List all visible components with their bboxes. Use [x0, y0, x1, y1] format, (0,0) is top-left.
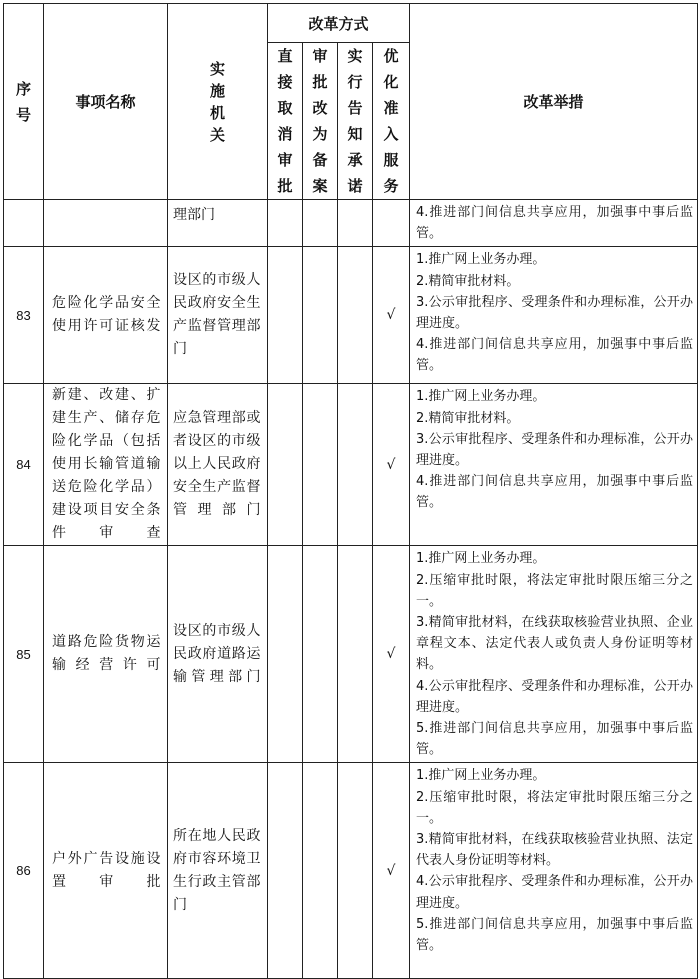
row-measures — [410, 247, 698, 384]
header-mode-4: 优 化 准 入 服 务 — [373, 43, 410, 200]
header-measures: 改革举措 — [410, 4, 698, 200]
measure-item: 2.精简审批材料。 — [416, 410, 520, 426]
measure-item: 1.推广网上业务办理。 — [416, 252, 546, 268]
table-row — [4, 546, 698, 763]
measure-item: 2.压缩审批时限，将法定审批时限压缩三分之一。 — [416, 789, 694, 826]
row-seq: 84 — [4, 384, 44, 546]
row-mode-notify — [338, 384, 373, 546]
row-agency: 设区的市级人民政府道路运输管理部门 — [168, 546, 268, 763]
row-mode-optimize-check: √ — [373, 384, 410, 546]
row-measures — [410, 384, 698, 546]
table-row — [4, 384, 698, 546]
measure-item: 3.精简审批材料，在线获取核验营业执照、企业章程文本、法定代表人或负责人身份证明等材料。 — [416, 615, 694, 673]
row-mode-cancel — [268, 763, 303, 979]
row-measures — [410, 546, 698, 763]
measure-item: 3.公示审批程序、受理条件和办理标准，公开办理进度。 — [416, 294, 694, 332]
measure-item: 4.公示审批程序、受理条件和办理标准，公开办理进度。 — [416, 874, 694, 911]
measure-item: 2.精简审批材料。 — [416, 273, 520, 289]
row-item-name: 危险化学品安全使用许可证核发 — [44, 247, 168, 384]
row-item-name: 新建、改建、扩建生产、储存危险化学品（包括使用长输管道输送危险化学品）建设项目安全条件审查 — [44, 384, 168, 546]
cont-name — [44, 200, 168, 247]
row-mode-cancel — [268, 546, 303, 763]
header-mode-3: 实 行 告 知 承 诺 — [338, 43, 373, 200]
row-mode-optimize-check: √ — [373, 546, 410, 763]
row-mode-filing — [303, 763, 338, 979]
measure-item: 3.公示审批程序、受理条件和办理标准，公开办理进度。 — [416, 431, 694, 469]
measure-item: 4.公示审批程序、受理条件和办理标准，公开办理进度。 — [416, 678, 694, 715]
row-seq: 85 — [4, 546, 44, 763]
measure-item: 1.推广网上业务办理。 — [416, 389, 546, 405]
row-agency: 应急管理部或者设区的市级以上人民政府安全生产监督管理部门 — [168, 384, 268, 546]
measure-item: 1.推广网上业务办理。 — [416, 768, 546, 784]
row-mode-optimize-check: √ — [373, 763, 410, 979]
measure-item: 4.推进部门间信息共享应用，加强事中事后监管。 — [416, 337, 694, 374]
row-seq: 86 — [4, 763, 44, 979]
row-mode-filing — [303, 384, 338, 546]
measure-item: 4.推进部门间信息共享应用，加强事中事后监管。 — [416, 474, 694, 511]
measure-item: 5.推进部门间信息共享应用，加强事中事后监管。 — [416, 721, 694, 758]
row-agency: 所在地人民政府市容环境卫生行政主管部门 — [168, 763, 268, 979]
cont-measures: 4.推进部门间信息共享应用，加强事中事后监管。 — [410, 200, 698, 247]
row-mode-notify — [338, 546, 373, 763]
row-agency: 设区的市级人民政府安全生产监督管理部门 — [168, 247, 268, 384]
row-mode-filing — [303, 247, 338, 384]
header-mode-2: 审 批 改 为 备 案 — [303, 43, 338, 200]
header-reform-mode: 改革方式 — [268, 4, 410, 43]
row-mode-optimize-check: √ — [373, 247, 410, 384]
measure-item: 2.压缩审批时限，将法定审批时限压缩三分之一。 — [416, 572, 694, 609]
row-item-name: 道路危险货物运输经营许可 — [44, 546, 168, 763]
table-row — [4, 247, 698, 384]
row-item-name: 户外广告设施设置审批 — [44, 763, 168, 979]
reform-table — [3, 3, 698, 979]
row-mode-cancel — [268, 247, 303, 384]
row-mode-notify — [338, 247, 373, 384]
cont-seq — [4, 200, 44, 247]
header-name: 事项名称 — [44, 4, 168, 200]
row-seq: 83 — [4, 247, 44, 384]
table-row — [4, 763, 698, 979]
cont-agency: 理部门 — [168, 200, 268, 247]
header-mode-1: 直 接 取 消 审 批 — [268, 43, 303, 200]
measure-item: 1.推广网上业务办理。 — [416, 551, 546, 567]
row-mode-notify — [338, 763, 373, 979]
header-seq: 序 号 — [4, 4, 44, 200]
row-mode-filing — [303, 546, 338, 763]
table-row-continuation — [4, 200, 698, 247]
header-agency: 实 施 机 关 — [168, 4, 268, 200]
row-mode-cancel — [268, 384, 303, 546]
measure-item: 3.精简审批材料，在线获取核验营业执照、法定代表人身份证明等材料。 — [416, 832, 694, 869]
measure-item: 5.推进部门间信息共享应用，加强事中事后监管。 — [416, 916, 694, 954]
row-measures — [410, 763, 698, 979]
